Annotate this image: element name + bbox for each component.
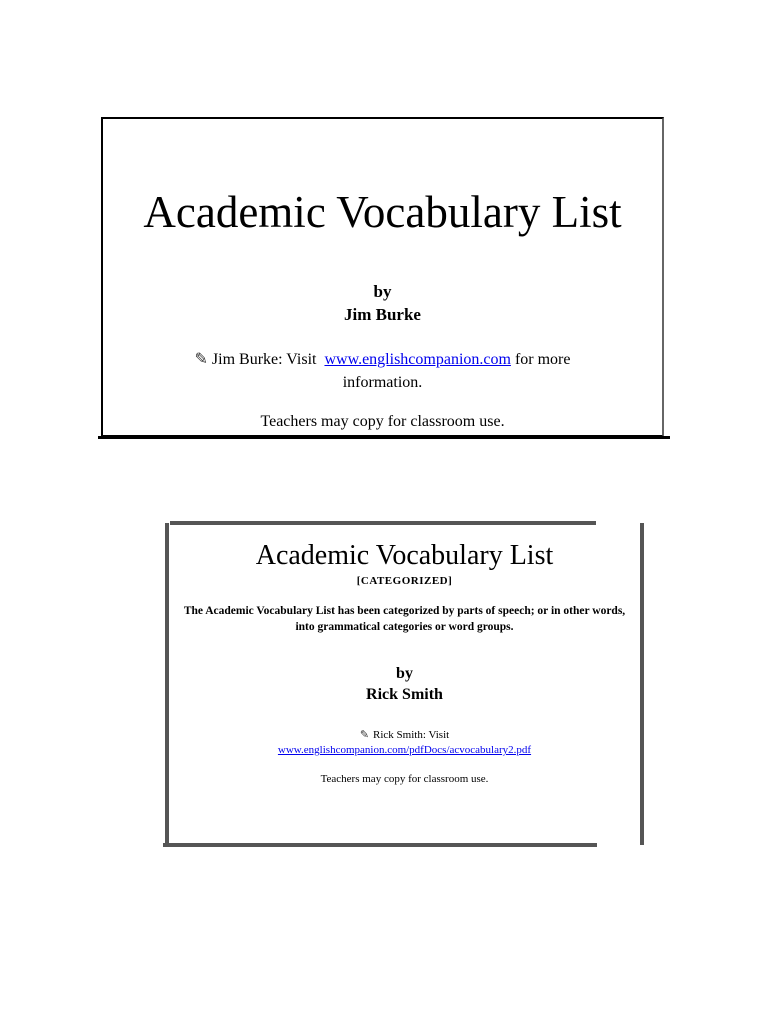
author-info — [169, 727, 640, 758]
pdf-link[interactable]: www.englishcompanion.com/pdfDocs/acvocabulary2.pdf — [277, 744, 532, 756]
info-prefix: Rick Smith: Visit — [373, 729, 450, 741]
author-name: Jim Burke — [344, 305, 421, 324]
title-box-jim-burke — [101, 117, 664, 437]
byline-by: by — [396, 665, 413, 682]
document-subtitle: [CATEGORIZED] — [356, 575, 453, 587]
info-suffix: for more information. — [342, 351, 571, 391]
website-link[interactable]: www.englishcompanion.com — [324, 351, 511, 368]
author-name: Rick Smith — [366, 686, 443, 703]
document-description: The Academic Vocabulary List has been categorized by parts of speech; or in other words, into grammatical categories or word groups. — [183, 605, 626, 633]
document-title: Academic Vocabulary List — [255, 540, 554, 571]
box-shadow-edge — [98, 436, 670, 439]
copy-notice: Teachers may copy for classroom use. — [260, 413, 505, 430]
info-prefix: Jim Burke: Visit — [211, 351, 317, 368]
pencil-icon: ✎ — [194, 349, 208, 368]
document-title: Academic Vocabulary List — [143, 187, 622, 237]
box-bottom-edge — [163, 843, 597, 847]
author-info — [163, 347, 602, 394]
pencil-icon: ✎ — [359, 728, 370, 741]
byline-by: by — [373, 282, 392, 301]
copy-notice: Teachers may copy for classroom use. — [320, 773, 489, 785]
title-box-rick-smith — [165, 523, 644, 845]
